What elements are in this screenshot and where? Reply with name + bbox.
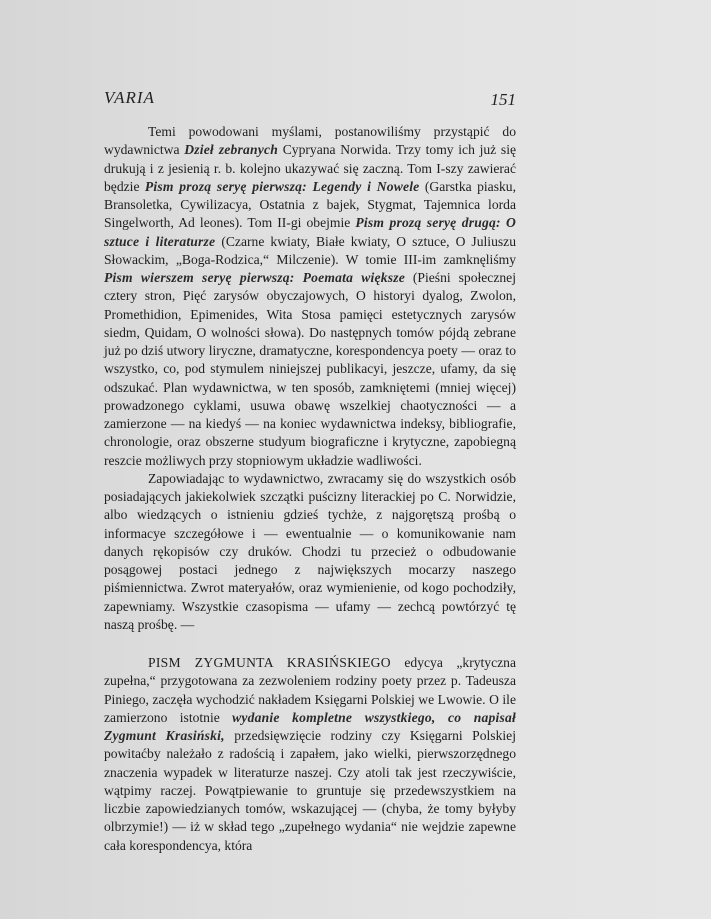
text-segment: Temi powodowani myślami, postanowiliśmy przystąpić do wydawnictwa [104, 124, 516, 158]
paragraph-krasinski-edition [104, 654, 516, 855]
text-segment: przedsięwzięcie rodziny czy Księgarni Polskiej powitaćby należało z radością i zapałem, jako wielki, pierwszorzędnego znaczenia wypadek w literaturze naszej. Czy atoli tak jest rzeczywiście, wątpimy raczej. Powątpiewanie to gruntuje się przedewszystkiem na liczbie zapowiedzianych tomów, wskazującej — (chyba, że tomy byłyby olbrzymie!) — iż w skład tego „zupełnego wydania“ nie wejdzie zapewne cała korespondencya, która [104, 728, 516, 853]
italic-title: Pism prozą seryę drugą: O sztuce i literaturze [104, 215, 516, 249]
text-segment: (Pieśni społecznej cztery stron, Pięć zarysów obyczajowych, O historyi dyalog, Zwolon, Promethidion, Epimenides, Wita Stosa pamięci estetycznych zarysów siedm, Quidam, O wolności słowa). Do następnych tomów pójdą zebrane już po dziś utwory liryczne, dramatyczne, korespondencya poety — oraz to wszystko, co, pod stymulem niniejszej publikacyi, jeszcze, ufamy, da się odszukać. Plan wydawnictwa, w ten sposób, zamkniętemi (mniej więcej) prowadzonego cyklami, usuwa obawę wszelkiej chaotyczności — a zamierzone — na kiedyś — na koniec wydawnictwa indeksy, bibliografie, chronologie, oraz obszerne studyum biograficzne i krytyczne, zapobiegną reszcie możliwych przy stopniowym układzie wadliwości. [104, 270, 516, 468]
italic-title: Pism wierszem seryę pierwszą: Poemata większe [104, 270, 405, 285]
page-number: 151 [490, 90, 516, 109]
text-segment: Zapowiadając to wydawnictwo, zwracamy się do wszystkich osób posiadających jakiekolwiek szczątki puścizny literackiej po C. Norwidzie, albo wiedzących o istnieniu gdzieś tychże, z najgorętszą prośbą o informacye szczegółowe i — ewentualnie — o komunikowanie nam danych rękopisów czy druków. Chodzi tu przecież o odbudowanie posągowej postaci jednego z największych mocarzy naszego piśmiennictwa. Zwrot materyałów, oraz wymienienie, od kogo pochodziły, zapewniamy. Wszystkie czasopisma — ufamy — zechcą powtórzyć tę naszą prośbę. — [104, 470, 516, 632]
paragraph-appeal [104, 470, 516, 634]
caps-heading: PISM ZYGMUNTA KRASIŃSKIEGO [148, 655, 391, 670]
body-text [104, 123, 516, 855]
text-segment: (Czarne kwiaty, Białe kwiaty, O sztuce, O Juliuszu Słowackim, „Boga-Rodzica,“ Milczenie). W tomie III-im zamknęliśmy [104, 233, 516, 267]
italic-title: wydanie kompletne wszystkiego, co napisał Zygmunt Krasiński, [104, 709, 516, 743]
text-segment: edycya „krytyczna zupełna,“ przygotowana za zezwoleniem rodziny poety przez p. Tadeusza Piniego, zaczęła wychodzić nakładem Księgarni Polskiej we Lwowie. O ile zamierzono istotnie [104, 655, 516, 725]
running-title: VARIA [104, 88, 155, 107]
italic-title: Dzieł zebranych [184, 142, 279, 158]
running-head [104, 88, 516, 110]
paragraph-norwid-edition [104, 123, 516, 470]
italic-title: Pism prozą seryę pierwszą: Legendy i Nowele [144, 178, 420, 194]
text-segment: (Garstka piasku, Bransoletka, Cywilizacya, Ostatnia z bajek, Stygmat, Tajemnica lorda Singelworth, Ad leones). Tom II-gi obejmie [104, 178, 516, 231]
text-segment: Cypryana Norwida. Trzy tomy ich już się drukują i z jesienią r. b. kolejno ukazywać się zaczną. Tom I-szy zawierać będzie [104, 142, 517, 194]
